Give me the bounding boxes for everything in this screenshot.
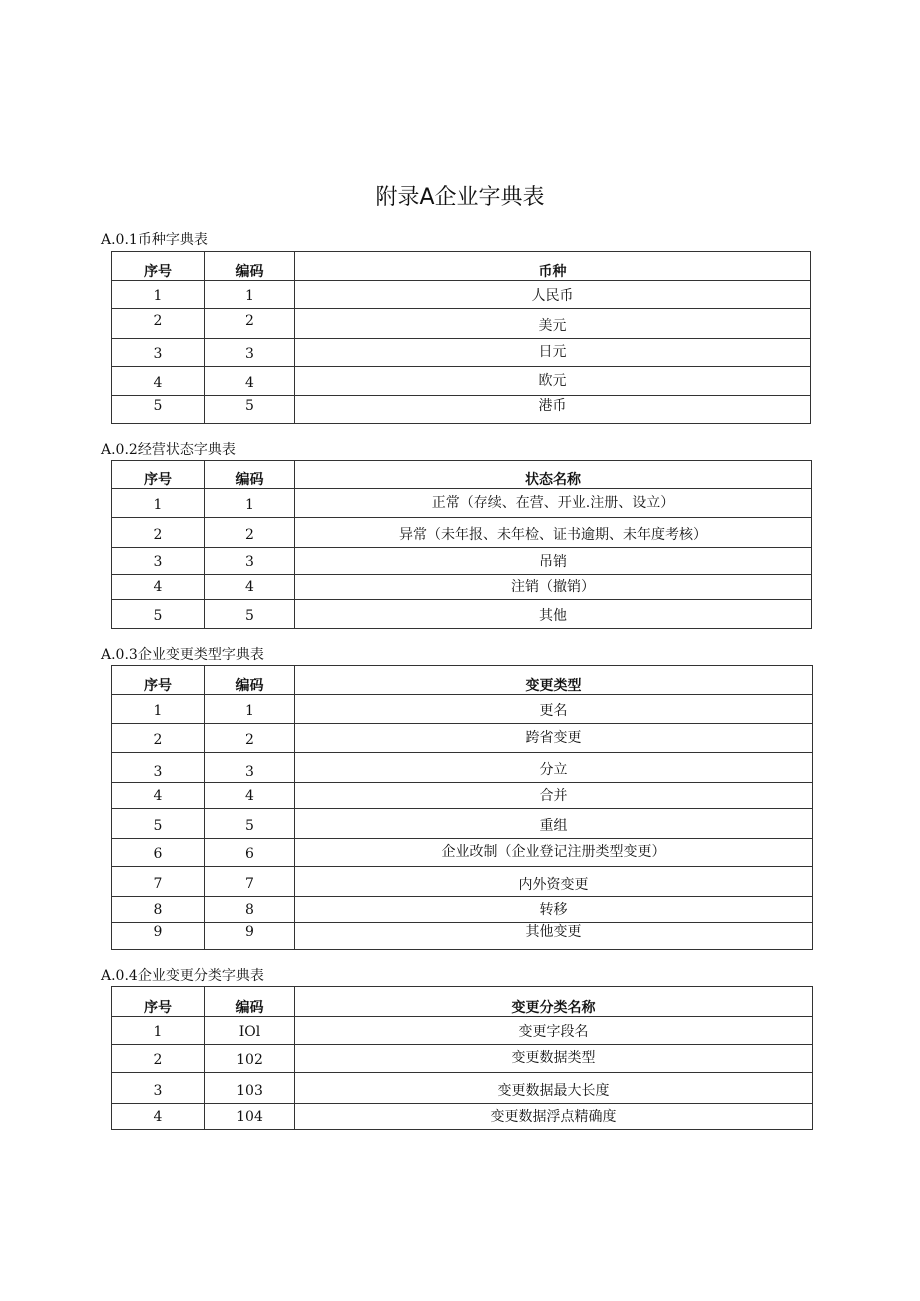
- header-index: 序号: [112, 666, 205, 695]
- cell-code: 5: [205, 600, 295, 629]
- cell-code: IOl: [205, 1017, 295, 1045]
- cell-code: 1: [205, 281, 295, 309]
- cell-currency: 人民币: [295, 281, 811, 309]
- cell-index: 4: [112, 367, 205, 396]
- table-row: [112, 396, 811, 424]
- cell-code: 3: [205, 753, 295, 783]
- table-row: [112, 1104, 813, 1130]
- header-status-name: 状态名称: [295, 461, 812, 489]
- cell-code: 1: [205, 695, 295, 724]
- header-index: 序号: [112, 461, 205, 489]
- cell-currency: 港币: [295, 396, 811, 424]
- cell-code: 1: [205, 489, 295, 518]
- table-row: [112, 281, 811, 309]
- cell-index: 2: [112, 1045, 205, 1073]
- cell-index: 5: [112, 809, 205, 839]
- cell-change-type: 转移: [295, 897, 813, 923]
- cell-index: 3: [112, 753, 205, 783]
- header-index: 序号: [112, 987, 205, 1017]
- cell-code: 2: [205, 309, 295, 339]
- cell-index: 2: [112, 309, 205, 339]
- table-row: [112, 489, 812, 518]
- cell-currency: 美元: [295, 309, 811, 339]
- header-code: 编码: [205, 666, 295, 695]
- cell-index: 4: [112, 575, 205, 600]
- cell-index: 3: [112, 339, 205, 367]
- table-row: [112, 753, 813, 783]
- table-caption-currency: A.0.1币种字典表: [101, 232, 208, 248]
- cell-change-category-name: 变更数据浮点精确度: [295, 1104, 813, 1130]
- cell-index: 5: [112, 396, 205, 424]
- cell-code: 7: [205, 867, 295, 897]
- cell-code: 5: [205, 809, 295, 839]
- change-category-dictionary-table: [111, 986, 813, 1130]
- currency-dictionary-table: [111, 251, 811, 424]
- cell-change-type: 企业改制（企业登记注册类型变更）: [295, 839, 813, 867]
- header-code: 编码: [205, 987, 295, 1017]
- cell-code: 8: [205, 897, 295, 923]
- table-row: [112, 783, 813, 809]
- cell-index: 6: [112, 839, 205, 867]
- table-header-row: [112, 252, 811, 281]
- cell-index: 1: [112, 1017, 205, 1045]
- header-change-type: 变更类型: [295, 666, 813, 695]
- cell-index: 1: [112, 695, 205, 724]
- header-change-category-name: 变更分类名称: [295, 987, 813, 1017]
- cell-code: 102: [205, 1045, 295, 1073]
- cell-index: 2: [112, 518, 205, 548]
- page-title: 附录A企业字典表: [375, 185, 545, 210]
- header-code: 编码: [205, 461, 295, 489]
- cell-change-type: 分立: [295, 753, 813, 783]
- cell-code: 5: [205, 396, 295, 424]
- table-caption-change-type: A.0.3企业变更类型字典表: [101, 647, 264, 663]
- cell-status-name: 其他: [295, 600, 812, 629]
- cell-change-type: 重组: [295, 809, 813, 839]
- cell-change-type: 跨省变更: [295, 724, 813, 753]
- table-row: [112, 923, 813, 950]
- cell-code: 2: [205, 724, 295, 753]
- table-caption-business-status: A.0.2经营状态字典表: [101, 442, 236, 458]
- cell-code: 103: [205, 1073, 295, 1104]
- cell-index: 5: [112, 600, 205, 629]
- cell-change-type: 内外资变更: [295, 867, 813, 897]
- table-row: [112, 518, 812, 548]
- cell-change-type: 更名: [295, 695, 813, 724]
- cell-index: 2: [112, 724, 205, 753]
- cell-change-category-name: 变更数据类型: [295, 1045, 813, 1073]
- cell-index: 1: [112, 281, 205, 309]
- business-status-dictionary-table: [111, 460, 812, 629]
- table-header-row: [112, 461, 812, 489]
- table-row: [112, 1045, 813, 1073]
- table-row: [112, 575, 812, 600]
- cell-code: 4: [205, 783, 295, 809]
- table-row: [112, 867, 813, 897]
- cell-code: 4: [205, 575, 295, 600]
- cell-currency: 欧元: [295, 367, 811, 396]
- cell-code: 6: [205, 839, 295, 867]
- cell-index: 1: [112, 489, 205, 518]
- table-row: [112, 600, 812, 629]
- table-header-row: [112, 666, 813, 695]
- cell-index: 9: [112, 923, 205, 950]
- table-row: [112, 1073, 813, 1104]
- cell-code: 9: [205, 923, 295, 950]
- table-row: [112, 809, 813, 839]
- table-row: [112, 367, 811, 396]
- cell-change-category-name: 变更数据最大长度: [295, 1073, 813, 1104]
- cell-change-type: 其他变更: [295, 923, 813, 950]
- cell-change-type: 合并: [295, 783, 813, 809]
- header-index: 序号: [112, 252, 205, 281]
- table-header-row: [112, 987, 813, 1017]
- table-row: [112, 897, 813, 923]
- table-caption-change-category: A.0.4企业变更分类字典表: [101, 968, 264, 984]
- cell-index: 3: [112, 1073, 205, 1104]
- cell-index: 7: [112, 867, 205, 897]
- cell-change-category-name: 变更字段名: [295, 1017, 813, 1045]
- cell-index: 4: [112, 783, 205, 809]
- header-code: 编码: [205, 252, 295, 281]
- cell-status-name: 异常（未年报、未年检、证书逾期、未年度考核）: [295, 518, 812, 548]
- cell-code: 104: [205, 1104, 295, 1130]
- table-row: [112, 695, 813, 724]
- cell-status-name: 正常（存续、在营、开业.注册、设立）: [295, 489, 812, 518]
- cell-index: 8: [112, 897, 205, 923]
- change-type-dictionary-table: [111, 665, 813, 950]
- table-row: [112, 548, 812, 575]
- cell-index: 4: [112, 1104, 205, 1130]
- cell-code: 4: [205, 367, 295, 396]
- cell-code: 3: [205, 548, 295, 575]
- cell-status-name: 吊销: [295, 548, 812, 575]
- table-row: [112, 839, 813, 867]
- table-row: [112, 309, 811, 339]
- cell-code: 3: [205, 339, 295, 367]
- cell-index: 3: [112, 548, 205, 575]
- table-row: [112, 339, 811, 367]
- table-row: [112, 1017, 813, 1045]
- cell-code: 2: [205, 518, 295, 548]
- table-row: [112, 724, 813, 753]
- cell-status-name: 注销（撤销）: [295, 575, 812, 600]
- cell-currency: 日元: [295, 339, 811, 367]
- header-currency: 币种: [295, 252, 811, 281]
